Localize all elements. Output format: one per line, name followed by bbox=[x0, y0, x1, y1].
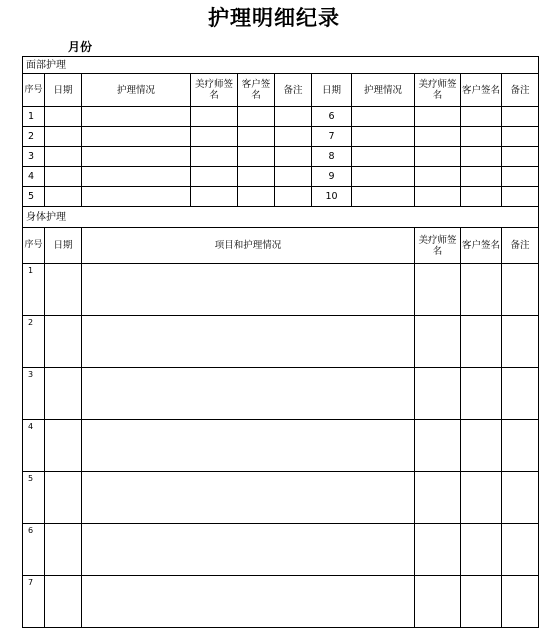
body-row bbox=[23, 264, 539, 316]
facial-section-row bbox=[23, 57, 539, 74]
facial-beautician-sign-cell[interactable] bbox=[191, 167, 238, 187]
col-beautician-sign-2: 美疗师签名 bbox=[415, 74, 461, 107]
facial-beautician-sign-cell[interactable] bbox=[191, 187, 238, 207]
body-row bbox=[23, 472, 539, 524]
facial-row bbox=[23, 187, 539, 207]
facial-remark-cell-2[interactable] bbox=[502, 147, 539, 167]
body-section-row bbox=[23, 207, 539, 228]
body-row-number: 3 bbox=[23, 368, 45, 420]
col-date: 日期 bbox=[45, 74, 82, 107]
col-remark: 备注 bbox=[502, 228, 539, 264]
body-row-number: 1 bbox=[23, 264, 45, 316]
facial-remark-cell-2[interactable] bbox=[502, 167, 539, 187]
facial-beautician-sign-cell[interactable] bbox=[191, 127, 238, 147]
facial-row-number: 5 bbox=[23, 187, 45, 207]
body-client-sign-cell[interactable] bbox=[461, 368, 502, 420]
body-beautician-sign-cell[interactable] bbox=[415, 368, 461, 420]
body-remark-cell[interactable] bbox=[502, 316, 539, 368]
body-row bbox=[23, 576, 539, 628]
facial-row-number: 2 bbox=[23, 127, 45, 147]
body-section-label: 身体护理 bbox=[23, 207, 539, 228]
col-date: 日期 bbox=[45, 228, 82, 264]
col-care: 护理情况 bbox=[82, 74, 191, 107]
col-client-sign: 客户签名 bbox=[461, 228, 502, 264]
facial-client-sign-cell[interactable] bbox=[238, 167, 275, 187]
body-item-care-cell[interactable] bbox=[82, 316, 415, 368]
facial-client-sign-cell-2[interactable] bbox=[461, 107, 502, 127]
col-seq: 序号 bbox=[23, 74, 45, 107]
facial-date-cell[interactable] bbox=[45, 107, 82, 127]
facial-remark-cell[interactable] bbox=[275, 147, 312, 167]
facial-row-number-2: 10 bbox=[312, 187, 352, 207]
facial-care-cell-2[interactable] bbox=[352, 187, 415, 207]
facial-remark-cell[interactable] bbox=[275, 127, 312, 147]
facial-row bbox=[23, 127, 539, 147]
col-date-2: 日期 bbox=[312, 74, 352, 107]
care-record-table bbox=[22, 56, 539, 628]
facial-remark-cell-2[interactable] bbox=[502, 107, 539, 127]
facial-date-cell[interactable] bbox=[45, 147, 82, 167]
facial-remark-cell[interactable] bbox=[275, 167, 312, 187]
body-item-care-cell[interactable] bbox=[82, 524, 415, 576]
body-remark-cell[interactable] bbox=[502, 576, 539, 628]
body-row-number: 4 bbox=[23, 420, 45, 472]
facial-row bbox=[23, 167, 539, 187]
facial-client-sign-cell-2[interactable] bbox=[461, 187, 502, 207]
body-date-cell[interactable] bbox=[45, 576, 82, 628]
facial-beautician-sign-cell-2[interactable] bbox=[415, 147, 461, 167]
body-header-row bbox=[23, 228, 539, 264]
col-item-care: 项目和护理情况 bbox=[82, 228, 415, 264]
body-remark-cell[interactable] bbox=[502, 420, 539, 472]
body-item-care-cell[interactable] bbox=[82, 472, 415, 524]
facial-beautician-sign-cell-2[interactable] bbox=[415, 127, 461, 147]
body-remark-cell[interactable] bbox=[502, 368, 539, 420]
body-client-sign-cell[interactable] bbox=[461, 316, 502, 368]
facial-care-cell[interactable] bbox=[82, 147, 191, 167]
facial-care-cell-2[interactable] bbox=[352, 167, 415, 187]
facial-care-cell[interactable] bbox=[82, 127, 191, 147]
body-beautician-sign-cell[interactable] bbox=[415, 420, 461, 472]
facial-remark-cell[interactable] bbox=[275, 187, 312, 207]
facial-remark-cell-2[interactable] bbox=[502, 187, 539, 207]
facial-care-cell[interactable] bbox=[82, 107, 191, 127]
col-beautician-sign: 美疗师签名 bbox=[415, 228, 461, 264]
facial-row bbox=[23, 147, 539, 167]
facial-row-number-2: 6 bbox=[312, 107, 352, 127]
facial-date-cell[interactable] bbox=[45, 127, 82, 147]
body-beautician-sign-cell[interactable] bbox=[415, 524, 461, 576]
body-client-sign-cell[interactable] bbox=[461, 524, 502, 576]
facial-remark-cell[interactable] bbox=[275, 107, 312, 127]
facial-care-cell[interactable] bbox=[82, 167, 191, 187]
body-date-cell[interactable] bbox=[45, 420, 82, 472]
facial-beautician-sign-cell[interactable] bbox=[191, 107, 238, 127]
body-row bbox=[23, 524, 539, 576]
body-client-sign-cell[interactable] bbox=[461, 472, 502, 524]
facial-row bbox=[23, 107, 539, 127]
facial-client-sign-cell[interactable] bbox=[238, 147, 275, 167]
body-client-sign-cell[interactable] bbox=[461, 420, 502, 472]
facial-remark-cell-2[interactable] bbox=[502, 127, 539, 147]
col-client-sign: 客户签名 bbox=[238, 74, 275, 107]
col-client-sign-2: 客户签名 bbox=[461, 74, 502, 107]
facial-client-sign-cell-2[interactable] bbox=[461, 147, 502, 167]
facial-beautician-sign-cell-2[interactable] bbox=[415, 107, 461, 127]
facial-row-number: 3 bbox=[23, 147, 45, 167]
facial-row-number-2: 8 bbox=[312, 147, 352, 167]
facial-date-cell[interactable] bbox=[45, 167, 82, 187]
facial-client-sign-cell[interactable] bbox=[238, 187, 275, 207]
facial-beautician-sign-cell[interactable] bbox=[191, 147, 238, 167]
body-date-cell[interactable] bbox=[45, 264, 82, 316]
facial-beautician-sign-cell-2[interactable] bbox=[415, 187, 461, 207]
facial-care-cell-2[interactable] bbox=[352, 147, 415, 167]
body-row bbox=[23, 316, 539, 368]
facial-beautician-sign-cell-2[interactable] bbox=[415, 167, 461, 187]
facial-header-row bbox=[23, 74, 539, 107]
body-date-cell[interactable] bbox=[45, 316, 82, 368]
facial-client-sign-cell[interactable] bbox=[238, 107, 275, 127]
body-beautician-sign-cell[interactable] bbox=[415, 316, 461, 368]
col-seq: 序号 bbox=[23, 228, 45, 264]
body-remark-cell[interactable] bbox=[502, 264, 539, 316]
col-beautician-sign: 美疗师签名 bbox=[191, 74, 238, 107]
facial-row-number-2: 9 bbox=[312, 167, 352, 187]
facial-date-cell[interactable] bbox=[45, 187, 82, 207]
body-client-sign-cell[interactable] bbox=[461, 264, 502, 316]
facial-client-sign-cell[interactable] bbox=[238, 127, 275, 147]
body-date-cell[interactable] bbox=[45, 524, 82, 576]
facial-client-sign-cell-2[interactable] bbox=[461, 127, 502, 147]
col-remark: 备注 bbox=[275, 74, 312, 107]
body-row-number: 2 bbox=[23, 316, 45, 368]
facial-care-cell[interactable] bbox=[82, 187, 191, 207]
body-client-sign-cell[interactable] bbox=[461, 576, 502, 628]
body-row-number: 7 bbox=[23, 576, 45, 628]
facial-row-number-2: 7 bbox=[312, 127, 352, 147]
body-row bbox=[23, 368, 539, 420]
month-label: 月份 bbox=[68, 40, 93, 54]
body-row-number: 6 bbox=[23, 524, 45, 576]
col-care-2: 护理情况 bbox=[352, 74, 415, 107]
body-item-care-cell[interactable] bbox=[82, 576, 415, 628]
body-item-care-cell[interactable] bbox=[82, 420, 415, 472]
body-row-number: 5 bbox=[23, 472, 45, 524]
body-date-cell[interactable] bbox=[45, 472, 82, 524]
facial-care-cell-2[interactable] bbox=[352, 127, 415, 147]
body-beautician-sign-cell[interactable] bbox=[415, 472, 461, 524]
body-remark-cell[interactable] bbox=[502, 524, 539, 576]
facial-section-label: 面部护理 bbox=[23, 57, 539, 74]
body-beautician-sign-cell[interactable] bbox=[415, 576, 461, 628]
facial-care-cell-2[interactable] bbox=[352, 107, 415, 127]
body-beautician-sign-cell[interactable] bbox=[415, 264, 461, 316]
body-remark-cell[interactable] bbox=[502, 472, 539, 524]
body-date-cell[interactable] bbox=[45, 368, 82, 420]
col-remark-2: 备注 bbox=[502, 74, 539, 107]
body-item-care-cell[interactable] bbox=[82, 264, 415, 316]
facial-row-number: 4 bbox=[23, 167, 45, 187]
facial-client-sign-cell-2[interactable] bbox=[461, 167, 502, 187]
body-row bbox=[23, 420, 539, 472]
facial-row-number: 1 bbox=[23, 107, 45, 127]
body-item-care-cell[interactable] bbox=[82, 368, 415, 420]
page-title: 护理明细纪录 bbox=[208, 6, 340, 30]
